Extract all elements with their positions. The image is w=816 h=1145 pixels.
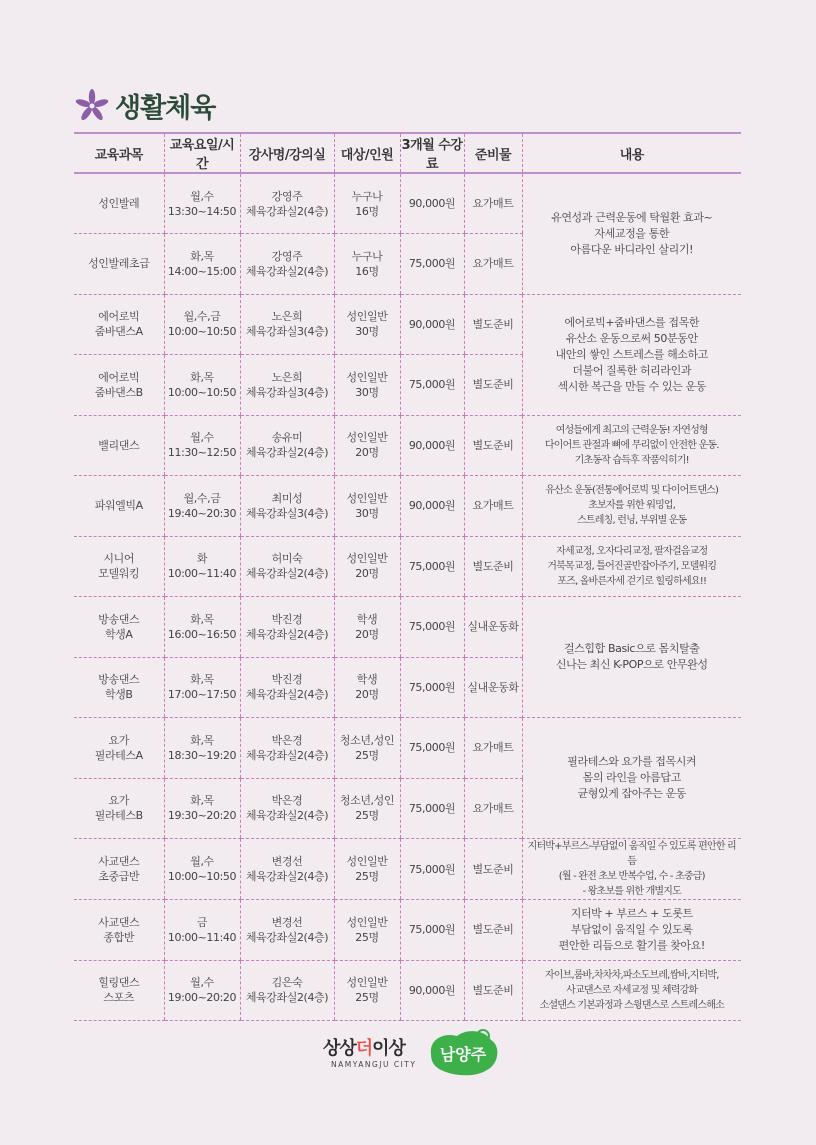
cell-schedule: 월,수,금 10:00~10:50 (164, 294, 240, 355)
cell-schedule: 화,목 18:30~19:20 (164, 718, 240, 779)
cell-target: 누구나 16명 (334, 234, 400, 295)
cell-instructor: 박은경 체육강좌실2(4층) (240, 778, 334, 839)
table-row (74, 960, 741, 1021)
cell-instructor: 변경선 체육강좌실2(4층) (240, 900, 334, 961)
logo-slogan: 상상더이상 (323, 1038, 405, 1059)
cell-target: 성인일반 25명 (334, 839, 400, 900)
cell-target: 성인일반 30명 (334, 355, 400, 416)
cell-target: 성인일반 30명 (334, 294, 400, 355)
header-schedule: 교육요일/시간 (164, 133, 240, 173)
header-subject: 교육과목 (74, 133, 164, 173)
cell-fee: 90,000원 (400, 173, 464, 234)
cell-schedule: 화,목 10:00~10:50 (164, 355, 240, 416)
cell-content: 자세교정, 오자다리교정, 팔자걸음교정 거북목교정, 틀어진골반잡아주기, 모델워킹 포즈, 올바른자세 걷기로 힐링하세요!! (522, 536, 741, 597)
cell-fee: 75,000원 (400, 839, 464, 900)
cell-target: 성인일반 30명 (334, 476, 400, 537)
cell-instructor: 강영주 체육강좌실2(4층) (240, 234, 334, 295)
cell-supplies: 별도준비 (464, 960, 522, 1021)
cell-target: 성인일반 25명 (334, 960, 400, 1021)
cell-schedule: 월,수,금 19:40~20:30 (164, 476, 240, 537)
cell-content: 걸스힙합 Basic으로 몸치탈출 신나는 최신 K-POP으로 안무완성 (522, 597, 741, 718)
cell-subject: 사교댄스 초중급반 (74, 839, 164, 900)
cell-subject: 성인발레초급 (74, 234, 164, 295)
cell-subject: 에어로빅 줌바댄스A (74, 294, 164, 355)
table-row (74, 294, 741, 355)
cell-fee: 75,000원 (400, 778, 464, 839)
cell-supplies: 별도준비 (464, 536, 522, 597)
cell-instructor: 송유미 체육강좌실2(4층) (240, 415, 334, 476)
cell-subject: 밸리댄스 (74, 415, 164, 476)
cell-supplies: 요가매트 (464, 718, 522, 779)
cell-subject: 요가 필라테스B (74, 778, 164, 839)
cell-instructor: 강영주 체육강좌실2(4층) (240, 173, 334, 234)
cell-schedule: 월,수 11:30~12:50 (164, 415, 240, 476)
cell-subject: 방송댄스 학생B (74, 657, 164, 718)
cell-subject: 시니어 모델워킹 (74, 536, 164, 597)
cell-content: 필라테스와 요가를 접목시켜 몸의 라인을 아름답고 균형있게 잡아주는 운동 (522, 718, 741, 839)
cell-instructor: 박진경 체육강좌실2(4층) (240, 597, 334, 658)
cell-instructor: 노은희 체육강좌실3(4층) (240, 294, 334, 355)
cell-subject: 요가 필라테스A (74, 718, 164, 779)
table-row (74, 415, 741, 476)
cell-fee: 75,000원 (400, 234, 464, 295)
cell-supplies: 별도준비 (464, 415, 522, 476)
cell-supplies: 별도준비 (464, 294, 522, 355)
cell-schedule: 화,목 17:00~17:50 (164, 657, 240, 718)
cell-fee: 75,000원 (400, 718, 464, 779)
cell-schedule: 월,수 19:00~20:20 (164, 960, 240, 1021)
cell-subject: 에어로빅 줌바댄스B (74, 355, 164, 416)
cell-target: 성인일반 20명 (334, 415, 400, 476)
logo-subtitle: NAMYANGJU CITY (331, 1060, 417, 1069)
header-supplies: 준비물 (464, 133, 522, 173)
cell-supplies: 별도준비 (464, 355, 522, 416)
cell-target: 누구나 16명 (334, 173, 400, 234)
cell-fee: 75,000원 (400, 900, 464, 961)
table-row (74, 476, 741, 537)
table-row (74, 597, 741, 658)
cell-schedule: 금 10:00~11:40 (164, 900, 240, 961)
cell-schedule: 화,목 19:30~20:20 (164, 778, 240, 839)
cell-fee: 90,000원 (400, 476, 464, 537)
cell-supplies: 요가매트 (464, 778, 522, 839)
cell-target: 청소년,성인 25명 (334, 718, 400, 779)
cell-supplies: 별도준비 (464, 900, 522, 961)
cell-fee: 90,000원 (400, 415, 464, 476)
cell-instructor: 허미숙 체육강좌실2(4층) (240, 536, 334, 597)
cell-target: 학생 20명 (334, 597, 400, 658)
cell-fee: 75,000원 (400, 597, 464, 658)
table-row (74, 839, 741, 900)
cell-supplies: 요가매트 (464, 234, 522, 295)
table-row (74, 718, 741, 779)
cell-content: 지터박+부르스-부담없이 움직일 수 있도록 편안한 리듬 (월 - 완전 초보 반복수업, 수 - 초중급) - 왕초보를 위한 개별지도 (522, 839, 741, 900)
cell-content: 유연성과 근력운동에 탁월환 효과~ 자세교정을 통한 아름다운 바디라인 살리기! (522, 173, 741, 294)
cell-subject: 사교댄스 종합반 (74, 900, 164, 961)
cell-subject: 방송댄스 학생A (74, 597, 164, 658)
flower-icon (75, 89, 109, 123)
cell-fee: 75,000원 (400, 536, 464, 597)
cell-fee: 90,000원 (400, 294, 464, 355)
cell-instructor: 최미성 체육강좌실3(4층) (240, 476, 334, 537)
cell-schedule: 화,목 16:00~16:50 (164, 597, 240, 658)
course-table (74, 132, 741, 1021)
cell-target: 성인일반 20명 (334, 536, 400, 597)
cell-content: 에어로빅+줌바댄스를 접목한 유산소 운동으로써 50분동안 내안의 쌓인 스트레스를 해소하고 더불어 질록한 허리라인과 섹시한 복근을 만들 수 있는 운동 (522, 294, 741, 415)
cell-subject: 성인발레 (74, 173, 164, 234)
cell-instructor: 노은희 체육강좌실3(4층) (240, 355, 334, 416)
cell-fee: 75,000원 (400, 355, 464, 416)
cell-target: 학생 20명 (334, 657, 400, 718)
cell-schedule: 월,수 10:00~10:50 (164, 839, 240, 900)
cell-instructor: 박진경 체육강좌실2(4층) (240, 657, 334, 718)
cell-target: 성인일반 25명 (334, 900, 400, 961)
header-fee: 3개월 수강료 (400, 133, 464, 173)
cell-content: 여성들에게 최고의 근력운동! 자연성형 다이어트 관절과 뼈에 무리없이 안전한 운동. 기초동작 습득후 작품익히기! (522, 415, 741, 476)
cell-subject: 파워엘빅A (74, 476, 164, 537)
cell-instructor: 김은숙 체육강좌실2(4층) (240, 960, 334, 1021)
page-title: 생활체육 (115, 93, 216, 124)
header-content: 내용 (522, 133, 741, 173)
cell-content: 자이브,룸바,차차차,파소도브레,쌈바,지터박, 사교댄스로 자세교정 및 체력강화 소셜댄스 기본과정과 스윙댄스로 스트레스해소 (522, 960, 741, 1021)
header-instructor: 강사명/강의실 (240, 133, 334, 173)
cell-supplies: 실내운동화 (464, 597, 522, 658)
cell-supplies: 별도준비 (464, 839, 522, 900)
namyangju-badge-icon (423, 1026, 503, 1078)
cell-instructor: 박은경 체육강좌실2(4층) (240, 718, 334, 779)
cell-fee: 75,000원 (400, 657, 464, 718)
cell-supplies: 실내운동화 (464, 657, 522, 718)
table-row (74, 536, 741, 597)
cell-supplies: 요가매트 (464, 173, 522, 234)
section-header (75, 86, 215, 125)
svg-text:남양주: 남양주 (439, 1045, 487, 1064)
cell-subject: 힐링댄스 스포츠 (74, 960, 164, 1021)
cell-instructor: 변경선 체육강좌실2(4층) (240, 839, 334, 900)
cell-schedule: 월,수 13:30~14:50 (164, 173, 240, 234)
cell-schedule: 화 10:00~11:40 (164, 536, 240, 597)
table-row (74, 173, 741, 234)
table-row (74, 900, 741, 961)
cell-schedule: 화,목 14:00~15:00 (164, 234, 240, 295)
table-header-row (74, 133, 741, 173)
cell-content: 유산소 운동(전통에어로빅 및 다이어트댄스) 초보자를 위한 워밍업, 스트레칭, 런닝, 부위별 운동 (522, 476, 741, 537)
namyangju-logo (323, 1026, 503, 1078)
cell-fee: 90,000원 (400, 960, 464, 1021)
cell-supplies: 요가매트 (464, 476, 522, 537)
cell-content: 지터박 + 부르스 + 도롯트 부담없이 움직일 수 있도록 편안한 리듬으로 활기를 찾아요! (522, 900, 741, 961)
header-target: 대상/인원 (334, 133, 400, 173)
cell-target: 청소년,성인 25명 (334, 778, 400, 839)
